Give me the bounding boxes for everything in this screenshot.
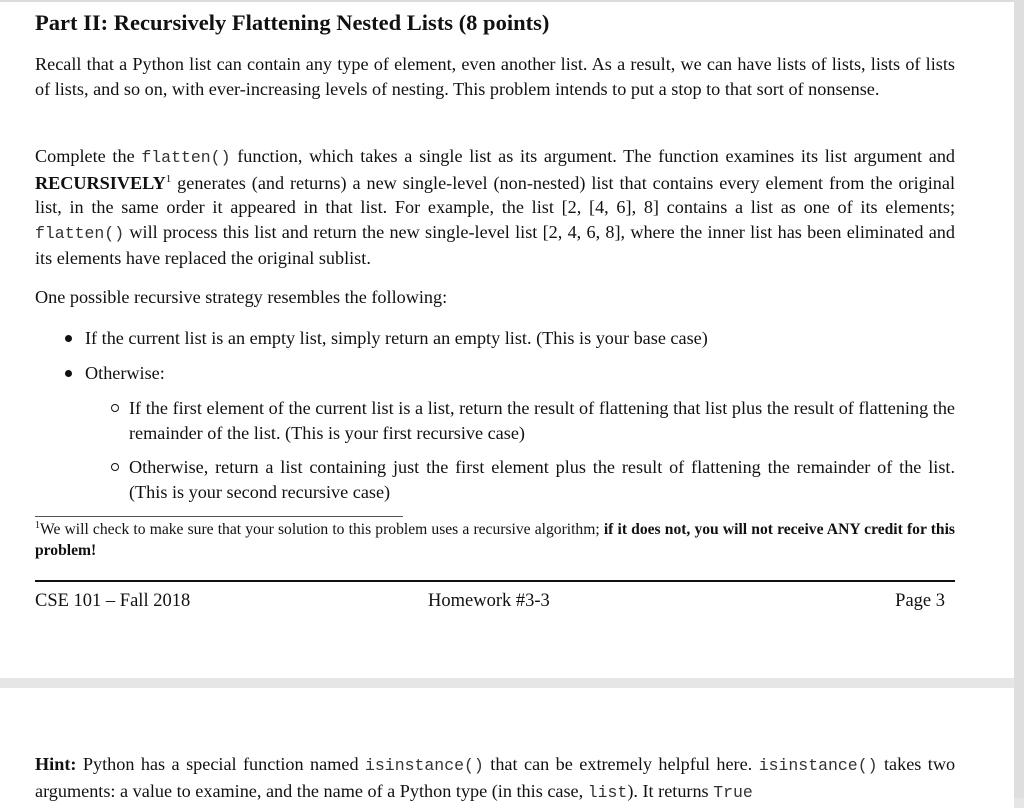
- footer-divider: [35, 580, 955, 582]
- bullet-text: Otherwise:: [85, 363, 165, 383]
- recursively-emphasis: RECURSIVELY: [35, 172, 166, 193]
- list-code: list: [587, 782, 628, 802]
- bullet-text: If the current list is an empty list, simply return an empty list. (This is your base case): [85, 328, 708, 348]
- footnote-divider: [35, 516, 403, 517]
- hint-label: Hint:: [35, 754, 77, 774]
- hint-paragraph: [35, 752, 955, 805]
- footer-homework: Homework #3-3: [428, 591, 550, 611]
- flatten-code: flatten(): [141, 148, 231, 167]
- intro-paragraph: Recall that a Python list can contain any type of element, even another list. As a result, we can have lists of lists, lists of lists of lists, and so on, with ever-increasing levels of nesting. This problem intends to put a stop to that sort of nonsense.: [35, 54, 955, 99]
- section-heading: Part II: Recursively Flattening Nested Lists (8 points): [35, 10, 550, 35]
- subbullet-text: Otherwise, return a list containing just the first element plus the result of flattening the remainder of the list. (This is your second recursive case): [129, 457, 955, 502]
- task-text-2: function, which takes a single list as its argument. The function examines its list argument and: [237, 146, 956, 166]
- strategy-intro: One possible recursive strategy resembles the following:: [35, 287, 448, 307]
- footnote-ref[interactable]: 1: [165, 172, 172, 185]
- footnote: [35, 519, 955, 561]
- flatten-code-2: flatten(): [35, 223, 125, 243]
- isinstance-code-2: isinstance(): [758, 756, 878, 775]
- subbullet-text: If the first element of the current list is a list, return the result of flattening that list plus the result of flattening the remainder of the list. (This is your first recursive case): [129, 398, 955, 443]
- footnote-mark: 1: [35, 519, 40, 531]
- task-text-3: generates (and returns) a new single-level (non-nested) list that contains every element from the original list, in the same order it appeared in that list. For example, the list [2, [4, 6], 8] contains a list as one of its elements;: [35, 172, 956, 218]
- subbullet-first-recursive: [111, 396, 955, 445]
- subbullet-second-recursive: [111, 455, 955, 504]
- scrollbar-track[interactable]: [1014, 0, 1024, 798]
- task-text-1: Complete the: [35, 146, 135, 166]
- footnote-text: We will check to make sure that your solution to this problem uses a recursive algorithm;: [40, 521, 600, 538]
- circle-bullet-icon: [111, 463, 119, 471]
- hint-text-2: that can be extremely helpful here.: [490, 754, 753, 774]
- isinstance-code: isinstance(): [365, 756, 484, 775]
- bullet-dot-icon: [65, 335, 72, 342]
- footer-page-number: Page 3: [895, 591, 945, 611]
- task-paragraph: [35, 144, 955, 271]
- bullet-dot-icon: [65, 370, 72, 377]
- hint-text-4: ). It returns: [627, 780, 709, 801]
- task-text-4: will process this list and return the new single-level list [2, 4, 6, 8], where the inner list has been eliminated and its elements have replaced the original sublist.: [35, 221, 955, 269]
- footnote-warning: if it does not, you will not receive ANY credit for this problem!: [35, 521, 955, 559]
- hint-text-3: takes two arguments: a value to examine, and the name of a Python type (in this case,: [35, 754, 956, 801]
- hint-text-1: Python has a special function named: [82, 754, 359, 774]
- footer-course: CSE 101 – Fall 2018: [35, 591, 191, 611]
- circle-bullet-icon: [111, 404, 119, 412]
- document-page-4: [0, 688, 1014, 808]
- true-code: True: [713, 782, 753, 802]
